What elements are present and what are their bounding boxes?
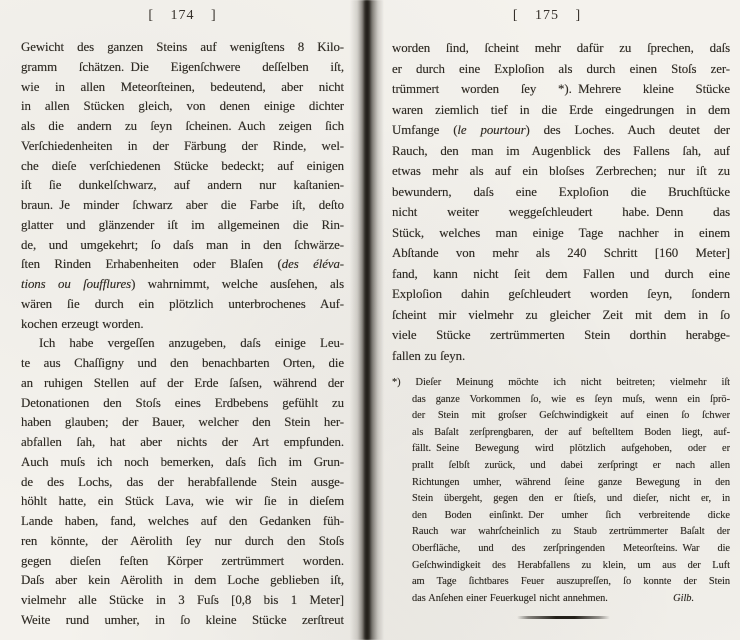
text-line: de des Lochs, das der herabfallende Stein ausge- xyxy=(21,474,344,489)
text-line: gegen dieſen feſten Körper zertrümmert worden. xyxy=(21,553,344,568)
text-line: prallt ſelbſt zurück, und dabei zerſpringt er nach allen xyxy=(412,459,730,471)
text-line: Exploſion dahin geſchleudert worden ſeyn, ſondern xyxy=(392,287,730,301)
text-line: ren könnte, der Aërolith ſey nur durch den Stoſs xyxy=(21,533,344,548)
text-line: Auch muſs ich noch bemerken, daſs ſich im Grun- xyxy=(21,454,344,469)
text-line: viele Stücke zertrümmerten Stein dorthin herabge- xyxy=(392,328,730,342)
text-line: als Baſalt zerſprengbaren, der auf beſtelltem Boden liegt, auf- xyxy=(412,426,730,438)
text-line: er durch eine Exploſion als durch einen Stoſs zer- xyxy=(392,61,730,76)
text-line: worden ſind, ſcheint mehr dafür zu ſprechen, daſs xyxy=(392,41,730,55)
text-line: das Anſehen einer Feuerkugel nicht annehmen. Gilb. xyxy=(412,591,730,608)
text-line: Umfange (le pourtour) des Loches. Auch deutet der xyxy=(392,123,730,137)
text-line: etwas mehr als auf ein bloſses Zerbrechen; nur iſt zu xyxy=(392,164,730,178)
text-line: abfallen ſah, hat aber nichts der Art empfunden. xyxy=(21,435,344,449)
text-line: Lande haben, fand, welches auf den Gedanken füh- xyxy=(21,514,344,528)
text-line: das ganze Vorkommen ſo, wie es ſeyn muſs, wenn ein ſprö- xyxy=(412,393,730,405)
text-line: höhlt hatte, ein Stück Lava, wie wir ſie in dieſem xyxy=(21,494,344,509)
text-line: ſten Rinden Erhabenheiten oder Blaſen (des éléva- xyxy=(21,257,344,272)
text-line: Stein übergeht, gegen den er ſtieſs, und dieſer, nicht er, in xyxy=(412,493,730,505)
text-line: als die andern zu ſeyn ſcheinen. Auch zeigen ſich xyxy=(21,119,344,133)
text-line: fallen zu ſeyn. xyxy=(392,348,466,363)
text-line: Geſchwindigkeit des Herabfallens zu klein, um aus der Luft xyxy=(412,559,730,571)
text-line: trümmert worden ſey *). Mehrere kleine Stücke xyxy=(392,82,730,96)
book-gutter-shadow xyxy=(350,0,384,640)
text-line: bewundern, daſs eine Exploſion die Bruchſtücke xyxy=(392,184,730,199)
text-line: braun. Je minder ſchwarz aber die Farbe iſt, deſto xyxy=(21,198,344,212)
footnote xyxy=(392,375,730,607)
text-line: haben glauben; der Bauer, welcher den Stein her- xyxy=(21,415,344,430)
text-line: Rauch, den man im Augenblick des Fallens ſah, auf xyxy=(392,143,730,158)
text-line: Oberfläche, und des zerſpringenden Meteorſteins. War die xyxy=(412,542,730,554)
text-line: gramm ſchätzen. Die Eigenſchwere deſſelben iſt, xyxy=(21,59,344,74)
text-line: te aus Chaſſigny und den benachbarten Orten, die xyxy=(21,356,344,370)
text-line: an ruhigen Stellen auf der Erde ſaſsen, während der xyxy=(21,375,344,390)
text-line: vielmehr alle Stücke in 3 Fuſs [0,8 bis 1 Meter] xyxy=(21,593,344,607)
text-line: Detonationen den Stoſs eines Erdbebens gefühlt zu xyxy=(21,395,344,410)
text-line: der Stein mit groſser Geſchwindigkeit auf einen ſo ſchwer xyxy=(412,410,730,422)
text-line: Daſs aber kein Aërolith in dem Loche geblieben iſt, xyxy=(21,573,344,588)
text-line: kochen erzeugt worden. xyxy=(21,316,144,331)
text-line: Stück, welches man einige Tage nachher in einem xyxy=(392,225,730,240)
page-number-left: [ 174 ] xyxy=(148,8,217,23)
page-175 xyxy=(392,8,730,619)
author-signature: Gilb. xyxy=(673,592,694,604)
text-line: Richtungen umher, während ſeine ganze Bewegung in den xyxy=(412,476,730,488)
text-line: fällt. Seine Bewegung wird plötzlich aufgehoben, oder er xyxy=(412,443,730,455)
text-line: ſcheint mir vielmehr zu gleicher Zeit mit dem in ſo xyxy=(392,307,730,322)
text-line: am Tage ſichtbares Feuer auszupreſſen, ſo konnte der Stein xyxy=(412,576,730,588)
text-line: iſt ſie dunkelſchwarz, auf andern nur kaſtanien- xyxy=(21,178,344,193)
text-line: Weite rund umher, in ſo kleine Stücke zerſtreut xyxy=(21,612,344,627)
text-line: wären ſie durch ein plötzlich unterbrochenes Auf- xyxy=(21,296,344,311)
text-line: waren ziemlich tief in die Erde eingedrungen in dem xyxy=(392,102,730,117)
text-line: *) Dieſer Meinung möchte ich nicht beitreten; vielmehr iſt xyxy=(392,377,730,388)
text-line: tions ou ſoufflures) wahrnimmt, welche ausſehen, als xyxy=(21,277,344,291)
text-line: Verſchiedenheiten in der Färbung der Rinde, wel- xyxy=(21,138,344,153)
text-line: den Boden einſinkt. Der umher ſich verbreitende dicke xyxy=(412,509,730,521)
text-line: che dieſe verſchiedenen Stücke bedeckt; auf einigen xyxy=(21,158,344,173)
text-line: de, und umgekehrt; ſo daſs man in den ſchwärze- xyxy=(21,237,344,252)
text-line: Abſtande von mehr als 240 Schritt [160 Meter] xyxy=(392,246,730,260)
footnote-separator-rule xyxy=(517,616,610,619)
text-line: Gewicht des ganzen Steins auf wenigſtens 8 Kilo- xyxy=(21,40,344,54)
text-line: glatter und glänzender iſt im allgemeinen die Rin- xyxy=(21,217,344,232)
text-line: fand, kann nicht ſeit dem Fallen und durch eine xyxy=(392,266,730,281)
page-175-body-text xyxy=(392,38,730,366)
text-line: nicht weiter weggeſchleudert habe. Denn das xyxy=(392,205,730,219)
text-line: Ich habe vergeſſen anzugeben, daſs einige Leu- xyxy=(39,336,344,351)
page-174-body-text xyxy=(21,38,344,631)
page-number-right: [ 175 ] xyxy=(512,8,582,23)
page-174 xyxy=(21,8,344,631)
text-line: in allen Stücken gleich, von denen einige dichter xyxy=(21,99,344,114)
text-line: Rauch war wahrſcheinlich zu Staub zertrümmerter Baſalt der xyxy=(412,526,730,538)
text-line: wie in allen Meteorſteinen, bedeutend, aber nicht xyxy=(21,79,344,94)
